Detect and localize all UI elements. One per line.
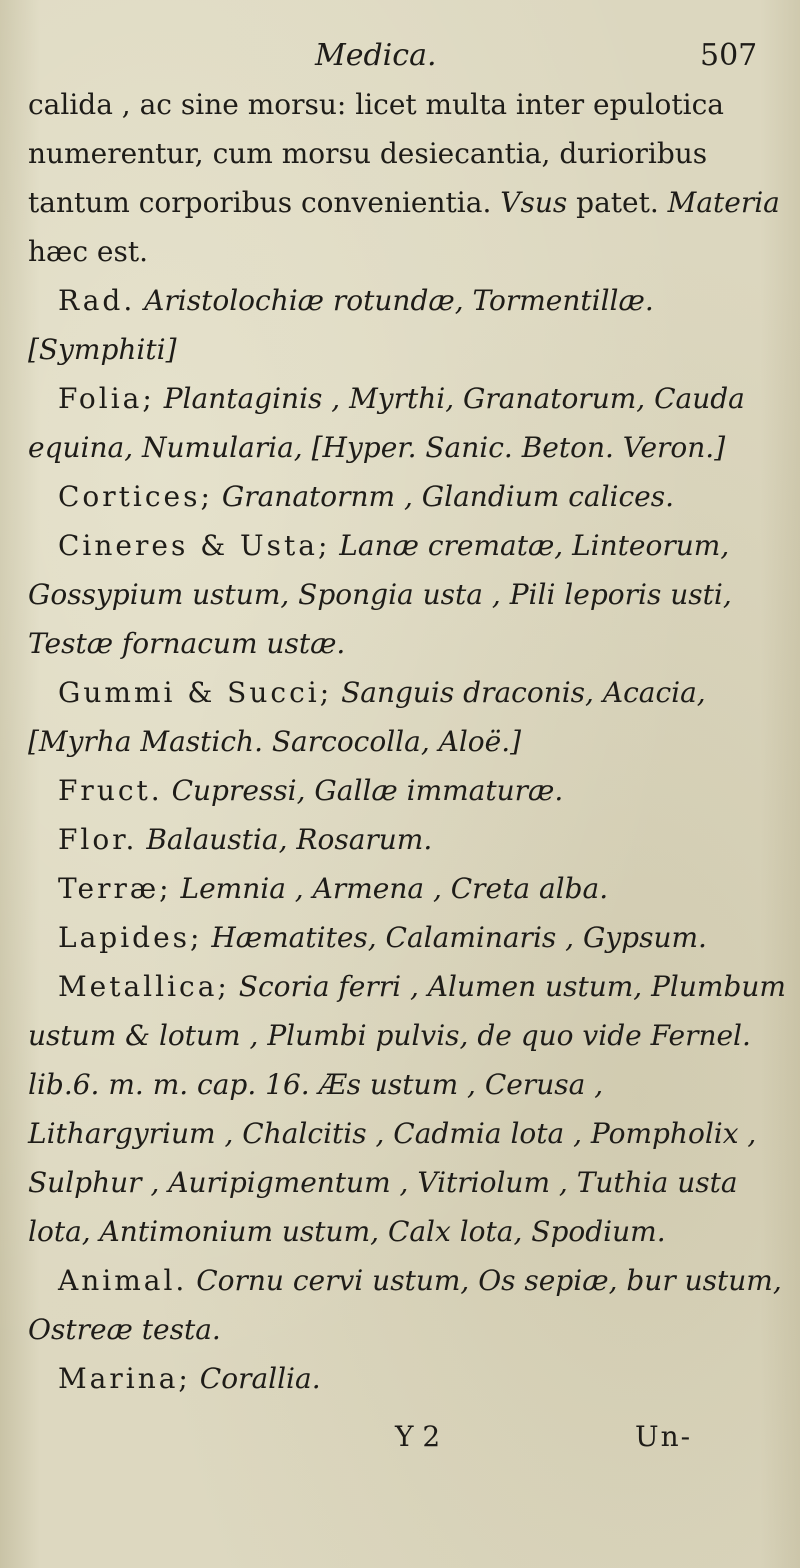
page-number: 507 xyxy=(700,38,758,73)
entry-terrae xyxy=(28,864,788,913)
page-body xyxy=(28,80,788,1403)
intro-end: hæc est. xyxy=(28,235,149,268)
entry-fruct xyxy=(28,766,788,815)
paragraph-intro xyxy=(28,80,788,276)
fruct-label: Fruct. xyxy=(58,774,163,807)
intro-vsus: Vsus xyxy=(500,186,568,219)
flor-text: Balaustia, Rosarum. xyxy=(146,823,433,856)
entry-marina xyxy=(28,1354,788,1403)
entry-gummi xyxy=(28,668,788,766)
entry-flor xyxy=(28,815,788,864)
folia-text: Plantaginis , Myrthi, Granatorum, Cauda equina, Numularia, [Hyper. Sanic. Beton. Veron.] xyxy=(28,382,745,464)
cortices-label: Cortices; xyxy=(58,480,213,513)
terrae-text: Lemnia , Armena , Creta alba. xyxy=(180,872,609,905)
animal-text: Cornu cervi ustum, Os sepiæ, bur ustum, Ostreæ testa. xyxy=(28,1264,782,1346)
lapides-text: Hæmatites, Calaminaris , Gypsum. xyxy=(211,921,707,954)
cortices-text: Granatornm , Glandium calices. xyxy=(221,480,675,513)
gummi-label: Gummi & Succi; xyxy=(58,676,333,709)
metallica-text: Scoria ferri , Alumen ustum, Plumbum ustum & lotum , Plumbi pulvis, de quo vide Fernel. lib.6. m. m. cap. 16. Æs ustum , Cerusa , Lithargyrium , Chalcitis , Cadmia lota , Pompholix , Sulphur , Auripigmentum , Vitriolum , Tuthia usta lota, Antimonium ustum, Calx lota, Spodium. xyxy=(28,970,786,1248)
cineres-label: Cineres & Usta; xyxy=(58,529,331,562)
entry-folia xyxy=(28,374,788,472)
animal-label: Animal. xyxy=(58,1264,188,1297)
marina-text: Corallia. xyxy=(199,1362,321,1395)
entry-rad xyxy=(28,276,788,374)
intro-materia: Materia xyxy=(667,186,780,219)
rad-text: Aristolochiæ rotundæ, Tormentillæ. [Symphiti] xyxy=(28,284,654,366)
lapides-label: Lapides; xyxy=(58,921,203,954)
page-header xyxy=(0,38,800,78)
terrae-label: Terræ; xyxy=(58,872,172,905)
flor-label: Flor. xyxy=(58,823,138,856)
rad-label: Rad. xyxy=(58,284,136,317)
folia-label: Folia; xyxy=(58,382,155,415)
cineres-text: Lanæ crematæ, Linteorum, Gossypium ustum, Spongia usta , Pili leporis usti, Testæ fornacum ustæ. xyxy=(28,529,732,660)
page-footer xyxy=(0,1420,800,1460)
gummi-text: Sanguis draconis, Acacia, [Myrha Mastich. Sarcocolla, Aloë.] xyxy=(28,676,706,758)
metallica-label: Metallica; xyxy=(58,970,230,1003)
entry-cortices xyxy=(28,472,788,521)
running-title: Medica. xyxy=(315,38,437,73)
fruct-text: Cupressi, Gallæ immaturæ. xyxy=(171,774,564,807)
catchword: Un- xyxy=(635,1420,693,1453)
intro-text: calida , ac sine morsu: licet multa inter epulotica numerentur, cum morsu desiecantia, durioribus tantum corporibus convenientia. xyxy=(28,88,724,219)
marina-label: Marina; xyxy=(58,1362,191,1395)
intro-patet: patet. xyxy=(567,186,668,219)
entry-cineres xyxy=(28,521,788,668)
entry-metallica xyxy=(28,962,788,1256)
entry-animal xyxy=(28,1256,788,1354)
signature-mark: Y 2 xyxy=(395,1420,441,1453)
entry-lapides xyxy=(28,913,788,962)
